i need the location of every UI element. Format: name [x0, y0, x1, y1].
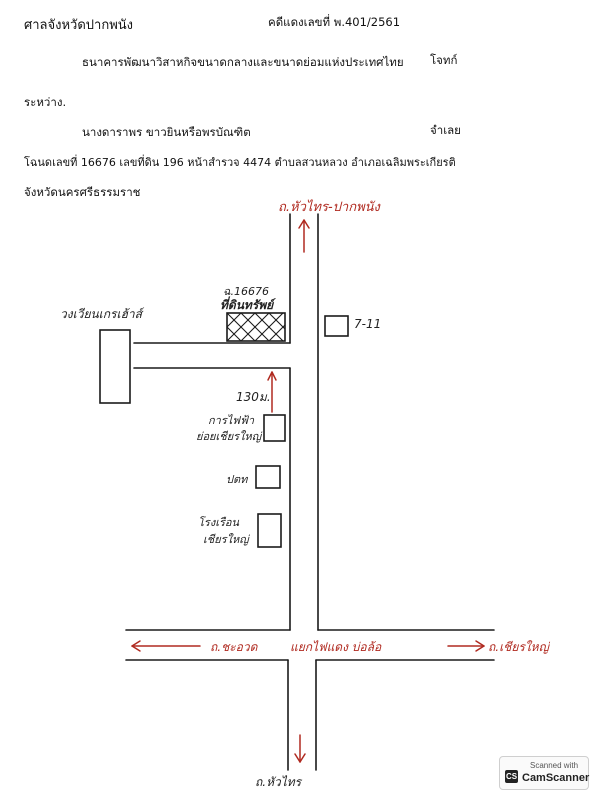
elec-box [264, 415, 285, 441]
plaintiff-role: โจทก์ [430, 53, 458, 67]
scanned-with-text: Scanned with [530, 761, 579, 770]
store-label: 7-11 [354, 317, 382, 331]
store-box [325, 316, 348, 336]
junction-label: แยกไฟแดง บ่อล้อ [290, 640, 382, 654]
road-north-label: ถ.หัวไทร-ปากพนัง [278, 200, 380, 215]
road-south-label: ถ.หัวไทร [255, 775, 302, 789]
property-line-1: โฉนดเลขที่ 16676 เลขที่ดิน 196 หน้าสำรวจ 4474 ตำบลสวนหลวง อำเภอเฉลิมพระเกียรติ [24, 156, 456, 169]
between-label: ระหว่าง. [24, 95, 67, 109]
distance-label: 130ม. [236, 390, 271, 404]
hotel-box [258, 514, 281, 547]
elec-label-2: ย่อยเชียรใหญ่ [196, 430, 262, 443]
road-east-label: ถ.เชียรใหญ่ [488, 640, 549, 654]
plaintiff-name: ธนาคารพัฒนาวิสาหกิจขนาดกลางและขนาดย่อมแห่งประเทศไทย [82, 55, 404, 69]
camscanner-text: CamScanner [522, 772, 590, 784]
elec-label-1: การไฟฟ้า [208, 414, 255, 427]
parcel-number-label: ฉ.16676 [223, 285, 269, 298]
parcel-hatch [227, 313, 285, 341]
camscanner-badge [499, 756, 589, 790]
ptt-label: ปตท [226, 473, 248, 486]
road-west-label: ถ.ชะอวด [210, 640, 258, 654]
left-building [100, 330, 130, 403]
camscanner-icon: CS [505, 772, 518, 781]
defendant-name: นางดาราพร ขาวยินหรือพรบัณฑิต [82, 125, 251, 139]
ptt-box [256, 466, 280, 488]
defendant-role: จำเลย [430, 123, 461, 137]
hotel-label-1: โรงเรือน [198, 516, 239, 529]
hotel-label-2: เชียรใหญ่ [203, 533, 249, 546]
case-number: คดีแดงเลขที่ พ.401/2561 [268, 15, 401, 29]
court-name: ศาลจังหวัดปากพนัง [24, 18, 134, 33]
left-building-label: วงเวียนเกรเฮ้าส์ [60, 307, 142, 321]
parcel-box [227, 313, 285, 341]
property-line-2: จังหวัดนครศรีธรรมราช [24, 185, 141, 199]
parcel-label: ที่ดินทรัพย์ [220, 298, 274, 312]
